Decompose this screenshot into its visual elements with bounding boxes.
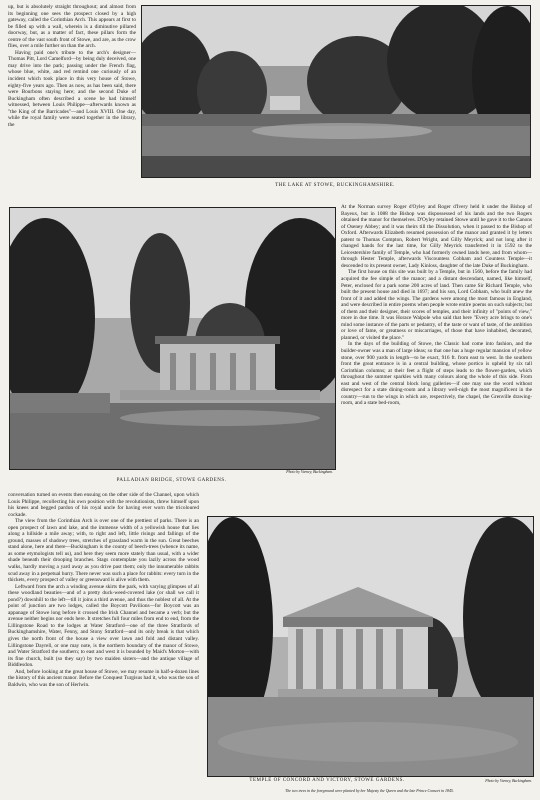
temple-photo-credit: Photo by Varney, Buckingham.	[485, 779, 532, 783]
temple-photo	[207, 516, 534, 777]
bridge-caption: PALLADIAN BRIDGE, STOWE GARDENS.	[116, 478, 227, 483]
lake-caption: THE LAKE AT STOWE, BUCKINGHAMSHIRE.	[275, 183, 395, 188]
paragraph: And, before looking at the great house of Stowe, we may resume in half-a-dozen lines the history of this ancient manor. Before the Conquest Turgisus had it, who was the son of Baldwin, who was the son of Herlwin.	[8, 668, 199, 688]
paragraph: In the days of the building of Stowe, the Classic had come into fashion, and the builder-owner was a man of large ideas; so that one has a huge regular mansion of yellow stone, over 900 yards in length—to be exact, 916 ft. from east to west. In the southern front the great entrance is in a central building, whose portico is upheld by six tall Corinthian columns; at their feet a flight of steps leads to the flower-garden, which throughout the summer sparkles with many colours along the whole of this side. From east and west of the central block long galleries—if one may use the word without disrespect for a state dining-room and a library well-nigh the most magnificent in the country—run to the wings in which are, respectively, the chapel, the Grenville drawing-room, and a state bed-room,	[341, 341, 532, 407]
paragraph: The first house on this site was built by a Temple, but in 1560, before the family had acquired the fee simple of the manor; and a distant descendant, named, like himself, Peter, enclosed for a park some 200 acres of land. Then came Sir Richard Temple, who built the present house and died in 1697; and his son, Lord Cobham, who built anew the front of it and added the wings. The gardens were among the most famous in England, and were described in entire poems when people wrote entire poems on such subjects; but of them and their designer, their scores of temples, and their infinity of "points of view," more in due time. It was Horace Walpole who said that here "Every acre brings to one's mind some instance of the parts or pedantry, of the taste or want of taste, of the ambition or love of fame, or greatness or miscarriages, of those that have inhabited, decorated, planned, or visited the place."	[341, 269, 532, 341]
article-column-2	[341, 204, 532, 407]
paragraph: At the Norman survey Roger d'Oyley and Roger d'Ivery held it under the Bishop of Bayeux, but in 1088 the Bishop was dispossessed of his lands and the two Rogers obtained the manor for themselves. D'Oyley retained Stowe until he gave it to the Canons of Oseney Abbey; and it was theirs till the Dissolution, when it passed to the Bishop of Oxford. Afterwards Elizabeth resumed possession of the manor and granted it by letters patent to Thomas Compton, Robert Wright, and Gilly Meyrick; and not long after it changed hands for the last time, for Gilly Meyrick transferred it in 1592 to the Leicestershire family of Temple, who had formerly owned lands here, and from whom—through Hester Temple, afterwards Viscountess Cobham and Countess Temple—it descended to its present owner, Lady Kinloss, daughter of the late Duke of Buckingham.	[341, 204, 532, 269]
paragraph: conversation turned on events then ensuing on the other side of the Channel, upon which Louis Philippe, recollecting his own position with the revolutionists, threw himself upon his knees and begged pardon of his royal uncle for having ever worn the tricoloured cockade.	[8, 492, 199, 518]
paragraph: The view from the Corinthian Arch is over one of the prettiest of parks. There is an open prospect of lawn and lake, and the immense width of a yellowish house that lies along a hillside a mile away; with, to right and left, little risings and fallings of the ground, masses of shadowy trees, stretches of grassland warm in the sun. Great beeches stand alone, here and there—Buckingham is the county of beech-trees (whence its name, as some etymologists tell us), and here they seem more stately than usual, with a wider shade beneath their drooping branches. Stags contemplate you lazily across the wood walks, hardly moving a yard away as you drive past them; only the innumerable rabbits scud away in a perpetual hurry. There never was such a place for rabbits: every turn in the thickets, every prospect of valley or greensward is alive with them.	[8, 518, 199, 584]
article-column-3	[8, 492, 199, 688]
temple-caption: TEMPLE OF CONCORD AND VICTORY, STOWE GARDENS.	[249, 778, 405, 783]
palladian-bridge-photo	[9, 207, 336, 470]
bridge-photo-credit: Photo by Varney, Buckingham.	[286, 470, 333, 474]
lake-photo	[141, 5, 531, 178]
paragraph: Leftward from the arch a winding avenue skirts the park, with varying glimpses of all these woodland beauties—and of a pretty duck-weed-covered lake (or shall we call it pond?) downhill to the left—till it joins a third avenue, and thus the noblest of all. At the point of junction are two lodges, called the Boycott Pavilions—for Boycott was an appanage of Stowe long before it crossed the Irish Channel and became a verb; but the avenue neither begins nor ends here. It stretches full four miles from end to end, from the Lillingstone Road to the lodges at Water Stratford—one of the three Stratfords of Buckinghamshire, Water, Fenny, and Stony Stratford—and its only break is that which gives the north front of the house a view over lawn and fold and distant valley. Lillingstone Dayrell, or one may note, is the northern boundary of the manor of Stowe, and Water Stratford the southern; to east and west it is bounded by Maid's Morton—with its fine church, built (so they say) by two maiden sisters—and the antique village of Biddlesdon.	[8, 583, 199, 669]
paragraph: up, but is absolutely straight throughout; and almost from its beginning one sees the prospect closed by a high gateway, called the Corinthian Arch. This appears at first to be filled up with a wall, wherein is a diminutive pillared doorway, but, as a matter of fact, these pillars form the centre of the vast south front of Stowe, and are, as the crow flies, over a mile further on than the arch.	[8, 4, 136, 50]
article-column-1	[8, 4, 136, 128]
paragraph: Having paid one's tribute to the arch's designer—Thomas Pitt, Lord Camelford—by being duly deceived, one may drive into the park; passing under the French flag, whose blue, white, and red remind one curiously of an incident which took place in this very house of Stowe, eighty-five years ago. Then as now, as has been said, there were Bourbons staying here; and the second Duke of Buckingham often described a scene he had himself witnessed, between Louis Philippe—afterwards known as "the King of the Barricades"—and Louis XVIII. One day, while the royal family were seated together in the library, the	[8, 49, 136, 128]
temple-footnote: The two trees in the foreground were planted by her Majesty the Queen and the late Prince Consort in 1845.	[285, 789, 454, 793]
